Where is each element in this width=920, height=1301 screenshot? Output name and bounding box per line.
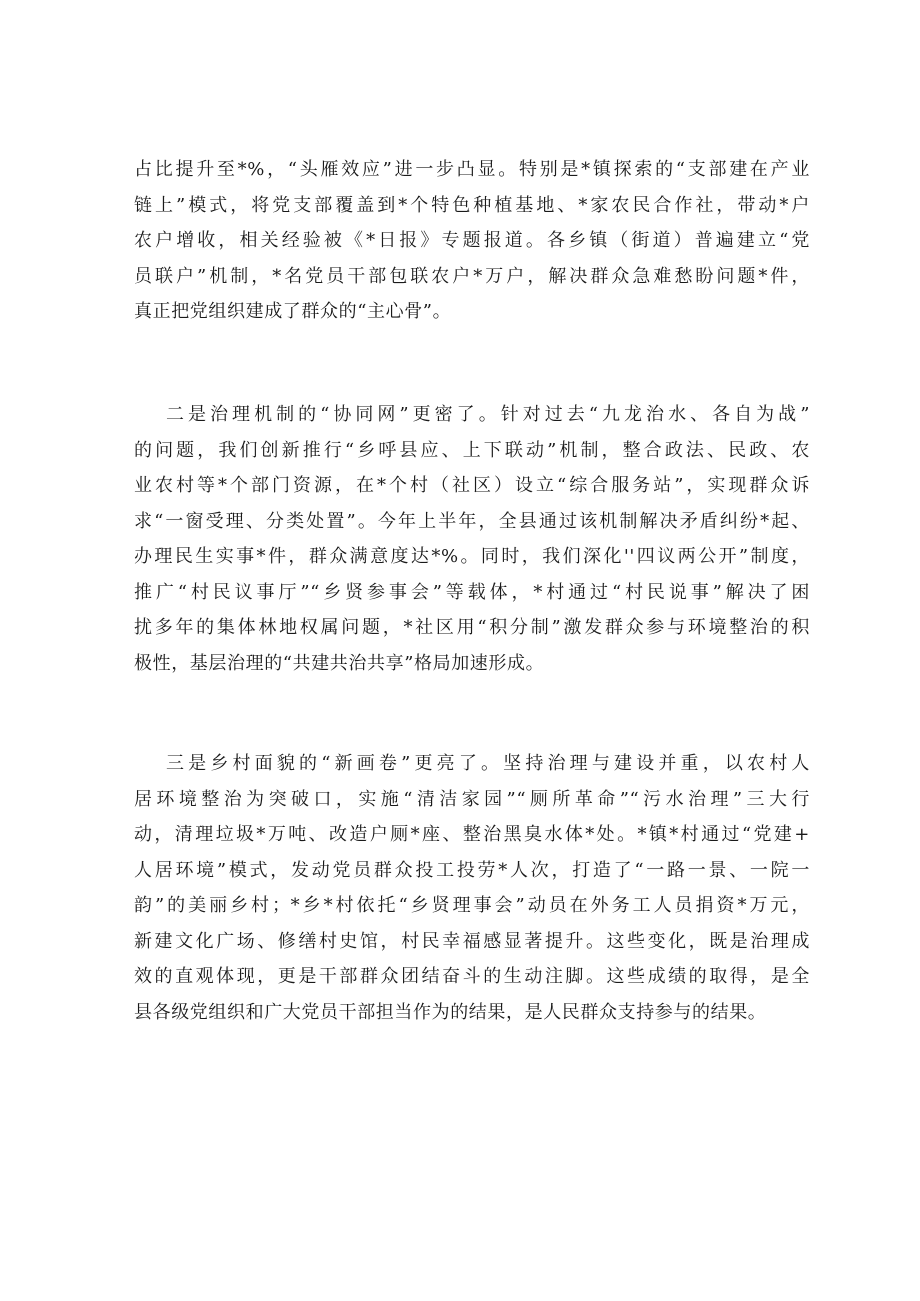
text-line: 三是乡村面貌的“新画卷”更亮了。坚持治理与建设并重，以农村人 [166, 753, 810, 774]
text-line: 推广“村民议事厅”“乡贤参事会”等载体，*村通过“村民说事”解决了困 [134, 581, 810, 603]
text-line: 业农村等*个部门资源，在*个村（社区）设立“综合服务站”，实现群众诉 [134, 475, 810, 496]
paragraph-rural-appearance [134, 746, 810, 1030]
text-line: 二是治理机制的“协同网”更密了。针对过去“九龙治水、各自为战” [166, 404, 810, 425]
text-line: 占比提升至*%，“头雁效应”进一步凸显。特别是*镇探索的“支部建在产业 [134, 159, 810, 180]
text-line: 链上”模式，将党支部覆盖到*个特色种植基地、*家农民合作社，带动*户 [134, 194, 810, 216]
text-line: 的问题，我们创新推行“乡呼县应、上下联动”机制，整合政法、民政、农 [134, 439, 810, 461]
text-line: 求“一窗受理、分类处置”。今年上半年，全县通过该机制解决矛盾纠纷*起、 [134, 510, 810, 532]
paragraph-party-building [134, 152, 810, 330]
text-line: 新建文化广场、修缮村史馆，村民幸福感显著提升。这些变化，既是治理成 [134, 930, 810, 952]
text-line: 韵”的美丽乡村；*乡*村依托“乡贤理事会”动员在外务工人员捐资*万元， [134, 895, 810, 916]
text-line: 效的直观体现，更是干部群众团结奋斗的生动注脚。这些成绩的取得，是全 [134, 966, 810, 987]
text-line: 扰多年的集体林地权属问题，*社区用“积分制”激发群众参与环境整治的积 [134, 617, 810, 638]
text-line: 员联户”机制，*名党员干部包联农户*万户，解决群众急难愁盼问题*件， [134, 265, 810, 287]
paragraph-governance-mechanism [134, 397, 810, 681]
text-line: 办理民生实事*件，群众满意度达*%。同时，我们深化''四议两公开”制度， [134, 546, 810, 567]
text-line: 极性，基层治理的“共建共治共享”格局加速形成。 [134, 652, 545, 674]
text-line: 人居环境”模式，发动党员群众投工投劳*人次，打造了“一路一景、一院一 [134, 859, 810, 881]
text-line: 县各级党组织和广大党员干部担当作为的结果，是人民群众支持参与的结果。 [134, 1001, 767, 1023]
text-line: 农户增收，相关经验被《*日报》专题报道。各乡镇（街道）普遍建立“党 [134, 230, 810, 251]
text-line: 居环境整治为突破口，实施“清洁家园”“厕所革命”“污水治理”三大行 [134, 788, 810, 810]
text-line: 动，清理垃圾*万吨、改造户厕*座、整治黑臭水体*处。*镇*村通过“党建+ [134, 824, 810, 845]
text-line: 真正把党组织建成了群众的“主心骨”。 [134, 301, 452, 322]
